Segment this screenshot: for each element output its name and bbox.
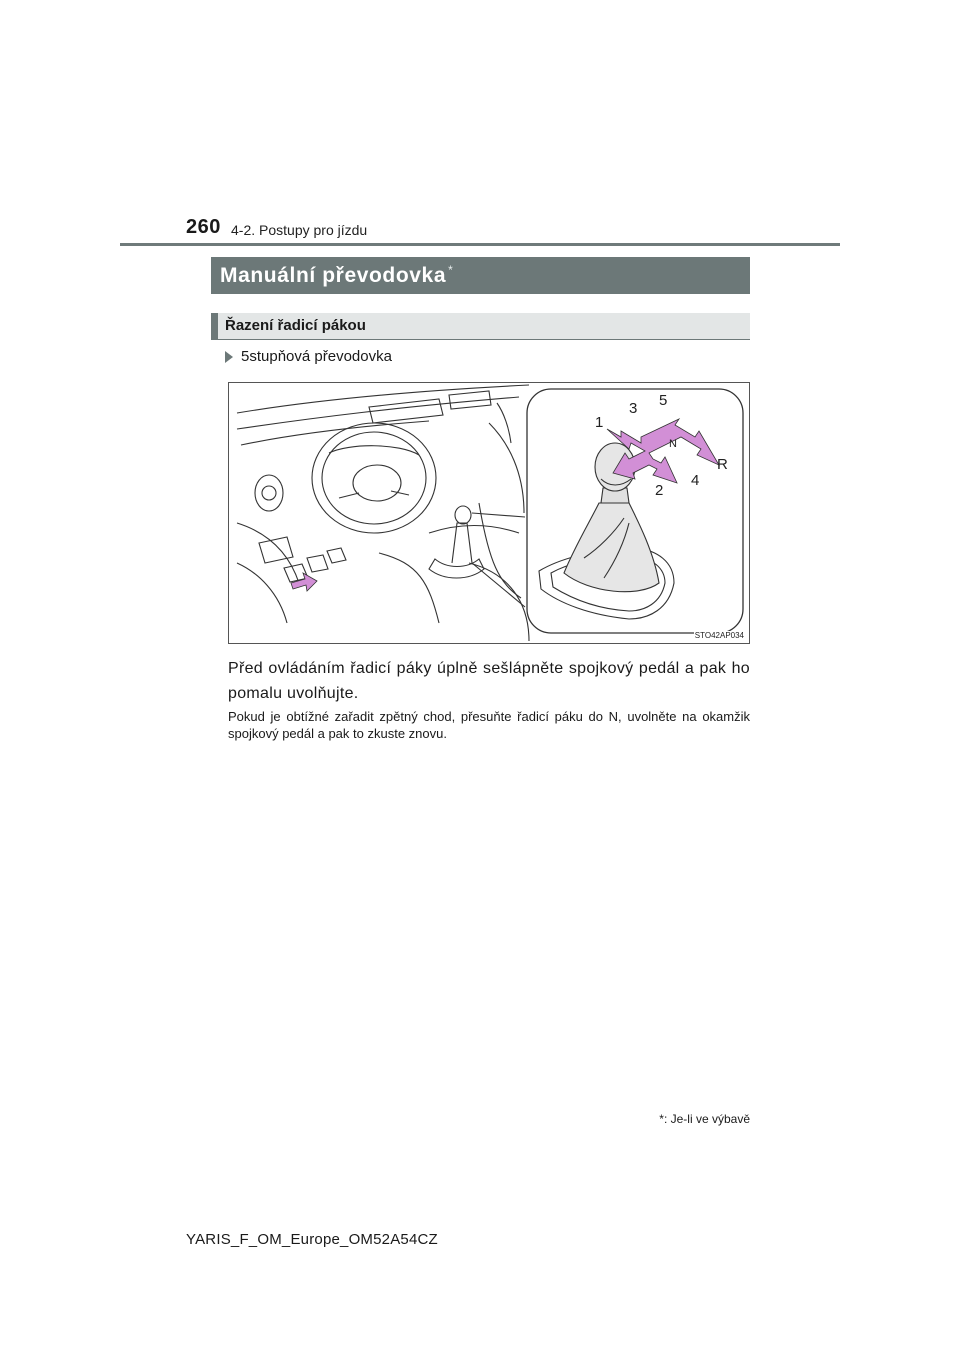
document-code: YARIS_F_OM_Europe_OM52A54CZ: [186, 1231, 438, 1248]
gear-label-3: 3: [629, 400, 638, 417]
page-title: [220, 263, 453, 288]
gear-label-2: 2: [655, 482, 664, 499]
footnote: *: Je-li ve výbavě: [659, 1112, 750, 1126]
cabin-illustration-svg: [229, 383, 749, 643]
gear-label-1: 1: [595, 414, 604, 431]
gear-label-n: N: [669, 438, 677, 450]
gear-label-4: 4: [691, 472, 700, 489]
header-rule: [120, 243, 840, 246]
subheading-bar: [211, 313, 750, 340]
page-number: 260: [186, 216, 221, 238]
note-text: Pokud je obtížné zařadit zpětný chod, přesuňte řadicí páku do N, uvolněte na okamžik spojkový pedál a pak to zkuste znovu.: [228, 709, 750, 741]
triangle-bullet-icon: [225, 351, 233, 363]
subheading: Řazení řadicí pákou: [225, 317, 366, 334]
gear-shift-illustration: [228, 382, 750, 644]
bullet-item: [225, 348, 392, 365]
bullet-label: 5stupňová převodovka: [241, 348, 392, 365]
figure-code: STO42AP034: [694, 631, 744, 640]
optional-equipment-marker: *: [448, 263, 454, 277]
page-title-label: Manuální převodovka: [220, 264, 447, 287]
page-title-bar: [211, 257, 750, 294]
gear-label-5: 5: [659, 392, 668, 409]
instruction-text: Před ovládáním řadicí páky úplně sešlápněte spojkový pedál a pak ho pomalu uvolňujte.: [228, 660, 750, 702]
section-path: 4-2. Postupy pro jízdu: [231, 222, 368, 238]
gear-label-r: R: [717, 456, 728, 473]
